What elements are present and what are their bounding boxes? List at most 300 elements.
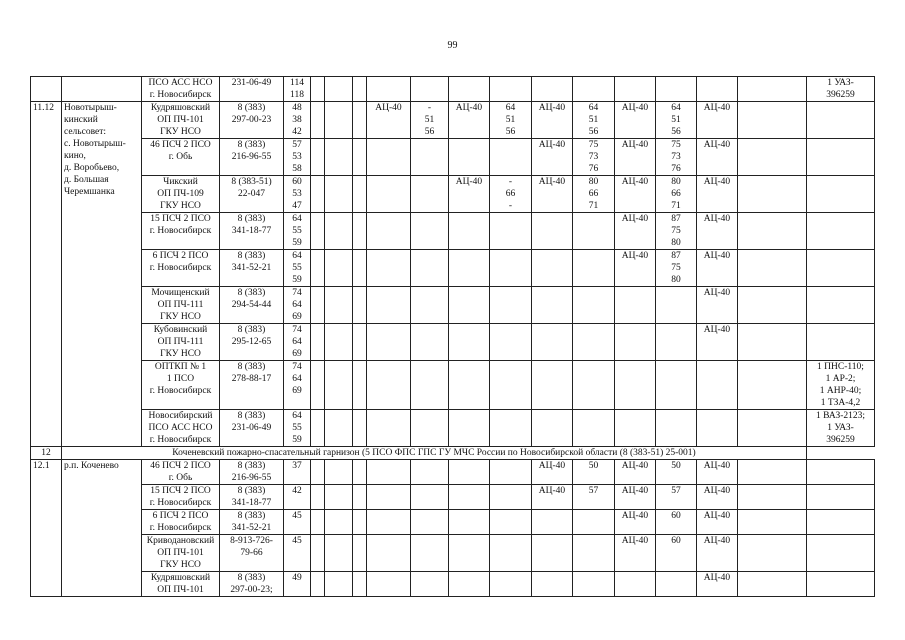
phone-line: 294-54-44 [231,300,272,310]
data-cell [367,361,411,410]
data-cell [697,176,738,213]
phone-cell [220,410,284,447]
data-line: 56 [588,127,599,137]
data-cell [697,485,738,510]
data-cell [490,460,532,485]
phone-cell [220,361,284,410]
data-cell [325,213,353,250]
data-line: 60 [671,536,681,546]
data-cell [367,510,411,535]
data-line: 51 [588,115,599,125]
row-number-cell [31,77,62,102]
distance-line: 57 [292,140,302,150]
data-line: 60 [671,511,681,521]
data-cell [353,102,367,139]
data-cell [656,460,697,485]
data-cell [697,213,738,250]
page-number: 99 [447,40,458,51]
data-cell [490,176,532,213]
data-cell [573,510,615,535]
data-cell [532,485,573,510]
data-cell [615,460,656,485]
data-cell [449,485,490,510]
data-cell [697,410,738,447]
data-cell [367,250,411,287]
data-cell [738,535,807,572]
data-line: АЦ-40 [538,461,566,471]
table-row [31,213,875,250]
data-cell [411,460,449,485]
data-cell [573,213,615,250]
fire-unit-line: г. Обь [168,152,193,162]
fire-unit-line: ОП ПЧ-111 [157,300,204,310]
data-cell [490,361,532,410]
data-cell [325,410,353,447]
data-cell [573,361,615,410]
data-cell [353,510,367,535]
data-cell [532,572,573,597]
data-cell [311,287,325,324]
data-cell [697,139,738,176]
distance-cell [284,410,311,447]
distance-cell [284,510,311,535]
phone-line: 8 (383) [237,362,266,372]
phone-line: 8 (383-51) [231,177,272,187]
data-cell [411,361,449,410]
data-line: АЦ-40 [375,103,402,113]
data-line: АЦ-40 [621,511,649,521]
distance-line: 69 [292,312,302,322]
data-cell [490,535,532,572]
fire-unit-line: Чикский [163,177,198,187]
data-cell [532,139,573,176]
fire-unit-line: Криводановский [146,536,215,546]
data-line: 66 [588,189,599,199]
phone-line: 79-66 [240,548,263,558]
data-line: 66 [671,189,681,199]
data-cell [532,250,573,287]
data-cell [325,572,353,597]
data-line: 51 [505,115,516,125]
extra-equipment-cell [807,510,875,535]
data-cell [573,176,615,213]
garrison-title-cell: Коченевский пожарно-спасательный гарнизон (5 ПСО ФПС ГПС ГУ МЧС России по Новосибирской области (8 (383-51) 25-001) [62,447,807,460]
data-cell [738,485,807,510]
extra-equipment-line: 1 УАЗ- [827,423,854,433]
data-cell [738,77,807,102]
fire-unit-line: Кудряшовский [150,573,211,583]
data-cell [311,410,325,447]
extra-equipment-cell [807,102,875,139]
data-line: АЦ-40 [703,214,731,224]
data-cell [411,102,449,139]
data-cell [367,176,411,213]
data-cell [449,324,490,361]
distance-line: 64 [292,374,302,384]
settlement-line: д. Большая [64,175,109,185]
data-cell [532,535,573,572]
data-cell [311,361,325,410]
data-line: АЦ-40 [703,103,731,113]
fire-unit-line: Новосибирский [148,411,213,421]
data-cell [656,485,697,510]
data-cell [490,324,532,361]
data-cell [738,510,807,535]
data-cell [656,324,697,361]
distance-line: 60 [292,177,302,187]
data-line: АЦ-40 [621,461,649,471]
data-line: 50 [588,461,599,471]
data-cell [490,102,532,139]
distance-line: 118 [290,90,304,100]
data-cell [532,460,573,485]
data-cell [449,250,490,287]
fire-unit-cell [142,572,220,597]
data-cell [656,213,697,250]
distance-line: 42 [292,127,302,137]
data-cell [367,139,411,176]
settlement-cell [62,102,142,447]
fire-unit-line: г. Новосибирск [149,386,212,396]
phone-line: 8 (383) [237,214,266,224]
data-cell [411,176,449,213]
data-cell [353,287,367,324]
fire-unit-line: г. Новосибирск [149,523,212,533]
phone-line: 341-18-77 [231,498,272,508]
data-line: АЦ-40 [703,288,731,298]
data-cell [449,361,490,410]
fire-unit-line: 46 ПСЧ 2 ПСО [150,140,211,150]
phone-cell [220,510,284,535]
data-cell [367,213,411,250]
extra-equipment-line: 1 АНР-40; [819,386,862,396]
data-line: 73 [671,152,681,162]
data-line: 51 [671,115,681,125]
data-cell [573,535,615,572]
distance-line: 53 [292,189,302,199]
data-cell [353,324,367,361]
data-cell [490,510,532,535]
data-line: АЦ-40 [621,103,649,113]
distance-line: 45 [292,536,302,546]
data-cell [449,176,490,213]
data-line: 80 [671,238,681,248]
data-line: 87 [671,214,681,224]
data-cell [325,139,353,176]
data-cell [311,139,325,176]
data-cell [656,176,697,213]
table-row [31,176,875,213]
data-cell [325,250,353,287]
fire-unit-line: ОП ПЧ-101 [157,548,204,558]
data-cell [490,485,532,510]
data-line: АЦ-40 [455,103,483,113]
fire-unit-cell [142,176,220,213]
distance-line: 74 [292,362,302,372]
distance-line: 64 [292,411,302,421]
data-line: - [508,201,513,211]
phone-line: 8 (383) [237,511,266,521]
distance-line: 69 [292,386,302,396]
data-line: 64 [671,103,681,113]
data-line: АЦ-40 [703,461,731,471]
phone-cell [220,324,284,361]
garrison-header-row [31,447,875,460]
data-cell [615,287,656,324]
data-cell [449,287,490,324]
distance-line: 55 [292,423,302,433]
data-cell [697,324,738,361]
table-row [31,572,875,597]
data-line: 75 [671,263,681,273]
phone-cell [220,250,284,287]
distance-line: 47 [292,201,302,211]
data-line: 73 [588,152,599,162]
data-cell [615,535,656,572]
data-cell [411,287,449,324]
data-cell [449,139,490,176]
settlement-line: Черемшанка [64,187,115,197]
phone-cell [220,460,284,485]
extra-equipment-cell [807,324,875,361]
table-row [31,410,875,447]
data-cell [615,213,656,250]
fire-unit-line: 46 ПСЧ 2 ПСО [150,461,211,471]
phone-line: 22-047 [238,189,265,199]
table-row [31,77,875,102]
fire-unit-line: 6 ПСЧ 2 ПСО [152,251,209,261]
data-cell [311,460,325,485]
data-cell [367,287,411,324]
data-line: 56 [505,127,516,137]
data-cell [573,485,615,510]
phone-line: 8 (383) [237,288,266,298]
data-line: - [508,177,513,187]
extra-equipment-line: 396259 [826,435,855,445]
phone-cell [220,139,284,176]
row-number-cell: 12.1 [31,460,62,597]
data-cell [573,324,615,361]
distance-cell [284,102,311,139]
data-cell [656,572,697,597]
phone-line: 341-52-21 [231,263,272,273]
fire-unit-line: ГКУ НСО [160,560,201,570]
data-cell [738,176,807,213]
data-cell [367,102,411,139]
data-cell [697,572,738,597]
distance-cell [284,324,311,361]
data-cell [656,410,697,447]
data-cell [697,287,738,324]
fire-unit-line: ПСО АСС НСО [148,423,213,433]
data-cell [490,572,532,597]
data-cell [532,410,573,447]
data-cell [449,510,490,535]
data-line: 75 [588,140,599,150]
fire-unit-line: ПСО АСС НСО [148,78,213,88]
extra-equipment-cell [807,410,875,447]
data-cell [615,410,656,447]
fire-unit-line: 15 ПСЧ 2 ПСО [150,486,211,496]
fire-departure-table [30,76,875,597]
data-cell [615,77,656,102]
data-cell [615,361,656,410]
fire-unit-line: ГКУ НСО [160,312,201,322]
data-line: АЦ-40 [538,177,566,187]
phone-cell [220,535,284,572]
data-cell [311,77,325,102]
data-cell [573,410,615,447]
data-line: 57 [588,486,599,496]
phone-line: 8 (383) [237,573,266,583]
settlement-line: с. Новотырыш- [64,139,126,149]
fire-unit-line: ГКУ НСО [160,127,201,137]
extra-equipment-line: 1 ПНС-110; [817,362,864,372]
data-line: АЦ-40 [703,251,731,261]
data-cell [449,572,490,597]
data-cell [311,176,325,213]
data-cell [573,139,615,176]
settlement-line: кинский [64,115,98,125]
phone-line: 341-52-21 [231,523,272,533]
data-cell [325,102,353,139]
data-cell [490,139,532,176]
phone-line: 8 (383) [237,140,266,150]
data-line: АЦ-40 [703,511,731,521]
data-cell [738,460,807,485]
data-line: 76 [671,164,681,174]
distance-line: 74 [292,325,302,335]
fire-unit-line: Мочищенский [151,288,210,298]
distance-line: 64 [292,214,302,224]
data-cell [573,572,615,597]
data-cell [697,361,738,410]
data-cell [697,102,738,139]
fire-unit-line: ОП ПЧ-101 [157,115,204,125]
data-line: 87 [671,251,681,261]
fire-unit-cell [142,535,220,572]
data-cell [311,324,325,361]
phone-line: 216-96-55 [231,473,272,483]
phone-cell [220,77,284,102]
data-cell [573,287,615,324]
data-cell [449,535,490,572]
data-line: 76 [588,164,599,174]
data-cell [411,535,449,572]
distance-line: 59 [292,238,302,248]
distance-line: 45 [292,511,302,521]
data-line: 75 [671,226,681,236]
table-body [31,77,875,597]
extra-equipment-cell [807,361,875,410]
data-cell [490,410,532,447]
data-line: 71 [671,201,681,211]
extra-equipment-cell [807,176,875,213]
data-cell [656,287,697,324]
data-line: - [427,103,432,113]
fire-unit-cell [142,139,220,176]
distance-line: 59 [292,435,302,445]
phone-line: 8 (383) [237,103,266,113]
fire-unit-cell [142,250,220,287]
distance-line: 42 [292,486,302,496]
data-cell [615,510,656,535]
table-row [31,324,875,361]
data-line: АЦ-40 [703,140,731,150]
data-cell [615,572,656,597]
extra-equipment-cell [807,287,875,324]
data-cell [532,77,573,102]
table-row [31,485,875,510]
fire-unit-line: ОП ПЧ-111 [157,337,204,347]
data-line: 56 [671,127,681,137]
phone-cell [220,287,284,324]
distance-line: 114 [290,78,304,88]
data-cell [738,572,807,597]
phone-line: 8 (383) [237,486,266,496]
fire-unit-line: Кубовинский [153,325,208,335]
distance-cell [284,485,311,510]
data-cell [325,535,353,572]
table-row [31,460,875,485]
data-line: 56 [424,127,435,137]
distance-line: 37 [292,461,302,471]
fire-unit-line: г. Новосибирск [149,498,212,508]
data-cell [325,361,353,410]
distance-line: 74 [292,288,302,298]
fire-unit-line: ГКУ НСО [160,201,201,211]
data-cell [615,102,656,139]
data-cell [656,102,697,139]
data-line: 80 [671,177,681,187]
data-line: АЦ-40 [538,103,566,113]
phone-cell [220,176,284,213]
fire-unit-line: г. Обь [168,473,193,483]
phone-line: 216-96-55 [231,152,272,162]
data-line: 50 [671,461,681,471]
data-cell [311,213,325,250]
distance-cell [284,460,311,485]
phone-line: 295-12-65 [231,337,272,347]
settlement-cell [62,77,142,102]
extra-equipment-cell [807,77,875,102]
data-cell [738,287,807,324]
distance-cell [284,77,311,102]
data-cell [449,102,490,139]
data-cell [411,324,449,361]
settlement-line: кино, [64,151,86,161]
distance-line: 64 [292,251,302,261]
distance-cell [284,361,311,410]
extra-equipment-line: 1 АР-2; [825,374,856,384]
data-cell [697,77,738,102]
data-cell [615,485,656,510]
fire-unit-cell [142,410,220,447]
settlement-line: д. Воробьево, [64,163,120,173]
data-cell [411,139,449,176]
data-cell [656,510,697,535]
data-cell [325,287,353,324]
extra-equipment-cell [807,535,875,572]
data-cell [656,250,697,287]
data-cell [738,410,807,447]
data-line: АЦ-40 [621,486,649,496]
data-cell [367,460,411,485]
extra-equipment-cell [807,460,875,485]
data-line: АЦ-40 [703,177,731,187]
data-cell [738,250,807,287]
data-cell [411,572,449,597]
